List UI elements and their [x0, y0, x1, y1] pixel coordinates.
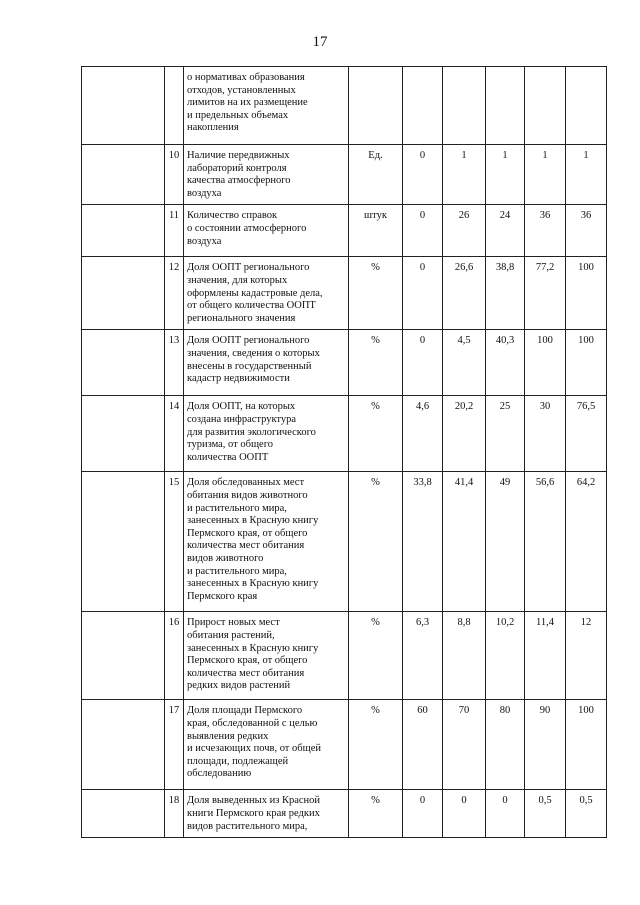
value-cell: 4,6	[403, 396, 443, 472]
unit-cell: %	[349, 257, 403, 330]
blank-cell	[82, 330, 165, 396]
unit-cell: %	[349, 472, 403, 612]
value-cell: 38,8	[486, 257, 525, 330]
value-cell: 12	[566, 612, 607, 700]
value-cell: 26,6	[443, 257, 486, 330]
value-cell: 0	[403, 330, 443, 396]
value-cell	[486, 67, 525, 145]
row-number: 10	[165, 145, 184, 205]
indicator-name: Доля ООПТ регионального значения, для которых оформлены кадастровые дела, от общего количества ООПТ регионального значения	[184, 257, 349, 330]
value-cell: 0	[403, 257, 443, 330]
table-row	[82, 205, 607, 257]
row-number: 18	[165, 790, 184, 838]
indicator-name: Доля ООПТ, на которых создана инфраструктура для развития экологического туризма, от общего количества ООПТ	[184, 396, 349, 472]
value-cell: 25	[486, 396, 525, 472]
value-cell: 0	[443, 790, 486, 838]
value-cell: 6,3	[403, 612, 443, 700]
value-cell: 0	[403, 145, 443, 205]
value-cell	[525, 67, 566, 145]
value-cell: 56,6	[525, 472, 566, 612]
value-cell: 20,2	[443, 396, 486, 472]
row-number: 12	[165, 257, 184, 330]
table-row	[82, 700, 607, 790]
blank-cell	[82, 790, 165, 838]
indicator-name: Количество справок о состоянии атмосферного воздуха	[184, 205, 349, 257]
blank-cell	[82, 472, 165, 612]
unit-cell: %	[349, 700, 403, 790]
unit-cell	[349, 67, 403, 145]
blank-cell	[82, 257, 165, 330]
page-number: 17	[312, 34, 328, 50]
value-cell: 0	[486, 790, 525, 838]
value-cell: 0,5	[566, 790, 607, 838]
table-row	[82, 472, 607, 612]
row-number: 14	[165, 396, 184, 472]
value-cell	[443, 67, 486, 145]
value-cell	[403, 67, 443, 145]
table-row	[82, 145, 607, 205]
indicator-name: Прирост новых мест обитания растений, занесенных в Красную книгу Пермского края, от общего количества мест обитания редких видов растений	[184, 612, 349, 700]
value-cell: 8,8	[443, 612, 486, 700]
row-number	[165, 67, 184, 145]
value-cell: 1	[566, 145, 607, 205]
unit-cell: %	[349, 396, 403, 472]
value-cell: 100	[566, 700, 607, 790]
value-cell: 30	[525, 396, 566, 472]
table-row	[82, 67, 607, 145]
blank-cell	[82, 205, 165, 257]
value-cell: 100	[566, 257, 607, 330]
row-number: 15	[165, 472, 184, 612]
table-row	[82, 257, 607, 330]
value-cell: 1	[486, 145, 525, 205]
indicator-name: Наличие передвижных лабораторий контроля качества атмосферного воздуха	[184, 145, 349, 205]
table-row	[82, 396, 607, 472]
blank-cell	[82, 612, 165, 700]
value-cell: 26	[443, 205, 486, 257]
unit-cell: %	[349, 330, 403, 396]
value-cell: 33,8	[403, 472, 443, 612]
value-cell: 24	[486, 205, 525, 257]
value-cell: 11,4	[525, 612, 566, 700]
value-cell: 41,4	[443, 472, 486, 612]
blank-cell	[82, 396, 165, 472]
value-cell: 0,5	[525, 790, 566, 838]
indicator-name: о нормативах образования отходов, установленных лимитов на их размещение и предельных объемах накопления	[184, 67, 349, 145]
table-row	[82, 612, 607, 700]
value-cell: 10,2	[486, 612, 525, 700]
indicator-name: Доля ООПТ регионального значения, сведения о которых внесены в государственный кадастр недвижимости	[184, 330, 349, 396]
value-cell: 70	[443, 700, 486, 790]
value-cell: 36	[525, 205, 566, 257]
unit-cell: штук	[349, 205, 403, 257]
row-number: 11	[165, 205, 184, 257]
value-cell: 60	[403, 700, 443, 790]
blank-cell	[82, 67, 165, 145]
value-cell: 77,2	[525, 257, 566, 330]
value-cell: 80	[486, 700, 525, 790]
indicators-table	[81, 66, 607, 838]
indicator-name: Доля обследованных мест обитания видов животного и растительного мира, занесенных в Красную книгу Пермского края, от общего количества мест обитания видов животного и растительного мира, занесенных в Красную книгу Пермского края	[184, 472, 349, 612]
row-number: 16	[165, 612, 184, 700]
table-row	[82, 330, 607, 396]
blank-cell	[82, 145, 165, 205]
value-cell: 90	[525, 700, 566, 790]
value-cell: 1	[443, 145, 486, 205]
value-cell: 49	[486, 472, 525, 612]
value-cell: 4,5	[443, 330, 486, 396]
row-number: 17	[165, 700, 184, 790]
value-cell: 64,2	[566, 472, 607, 612]
value-cell: 100	[566, 330, 607, 396]
value-cell	[566, 67, 607, 145]
blank-cell	[82, 700, 165, 790]
value-cell: 100	[525, 330, 566, 396]
indicator-name: Доля выведенных из Красной книги Пермского края редких видов растительного мира,	[184, 790, 349, 838]
table-row	[82, 790, 607, 838]
value-cell: 40,3	[486, 330, 525, 396]
value-cell: 76,5	[566, 396, 607, 472]
value-cell: 1	[525, 145, 566, 205]
value-cell: 36	[566, 205, 607, 257]
unit-cell: %	[349, 612, 403, 700]
unit-cell: Ед.	[349, 145, 403, 205]
value-cell: 0	[403, 205, 443, 257]
indicator-name: Доля площади Пермского края, обследованной с целью выявления редких и исчезающих почв, от общей площади, подлежащей обследованию	[184, 700, 349, 790]
value-cell: 0	[403, 790, 443, 838]
unit-cell: %	[349, 790, 403, 838]
row-number: 13	[165, 330, 184, 396]
